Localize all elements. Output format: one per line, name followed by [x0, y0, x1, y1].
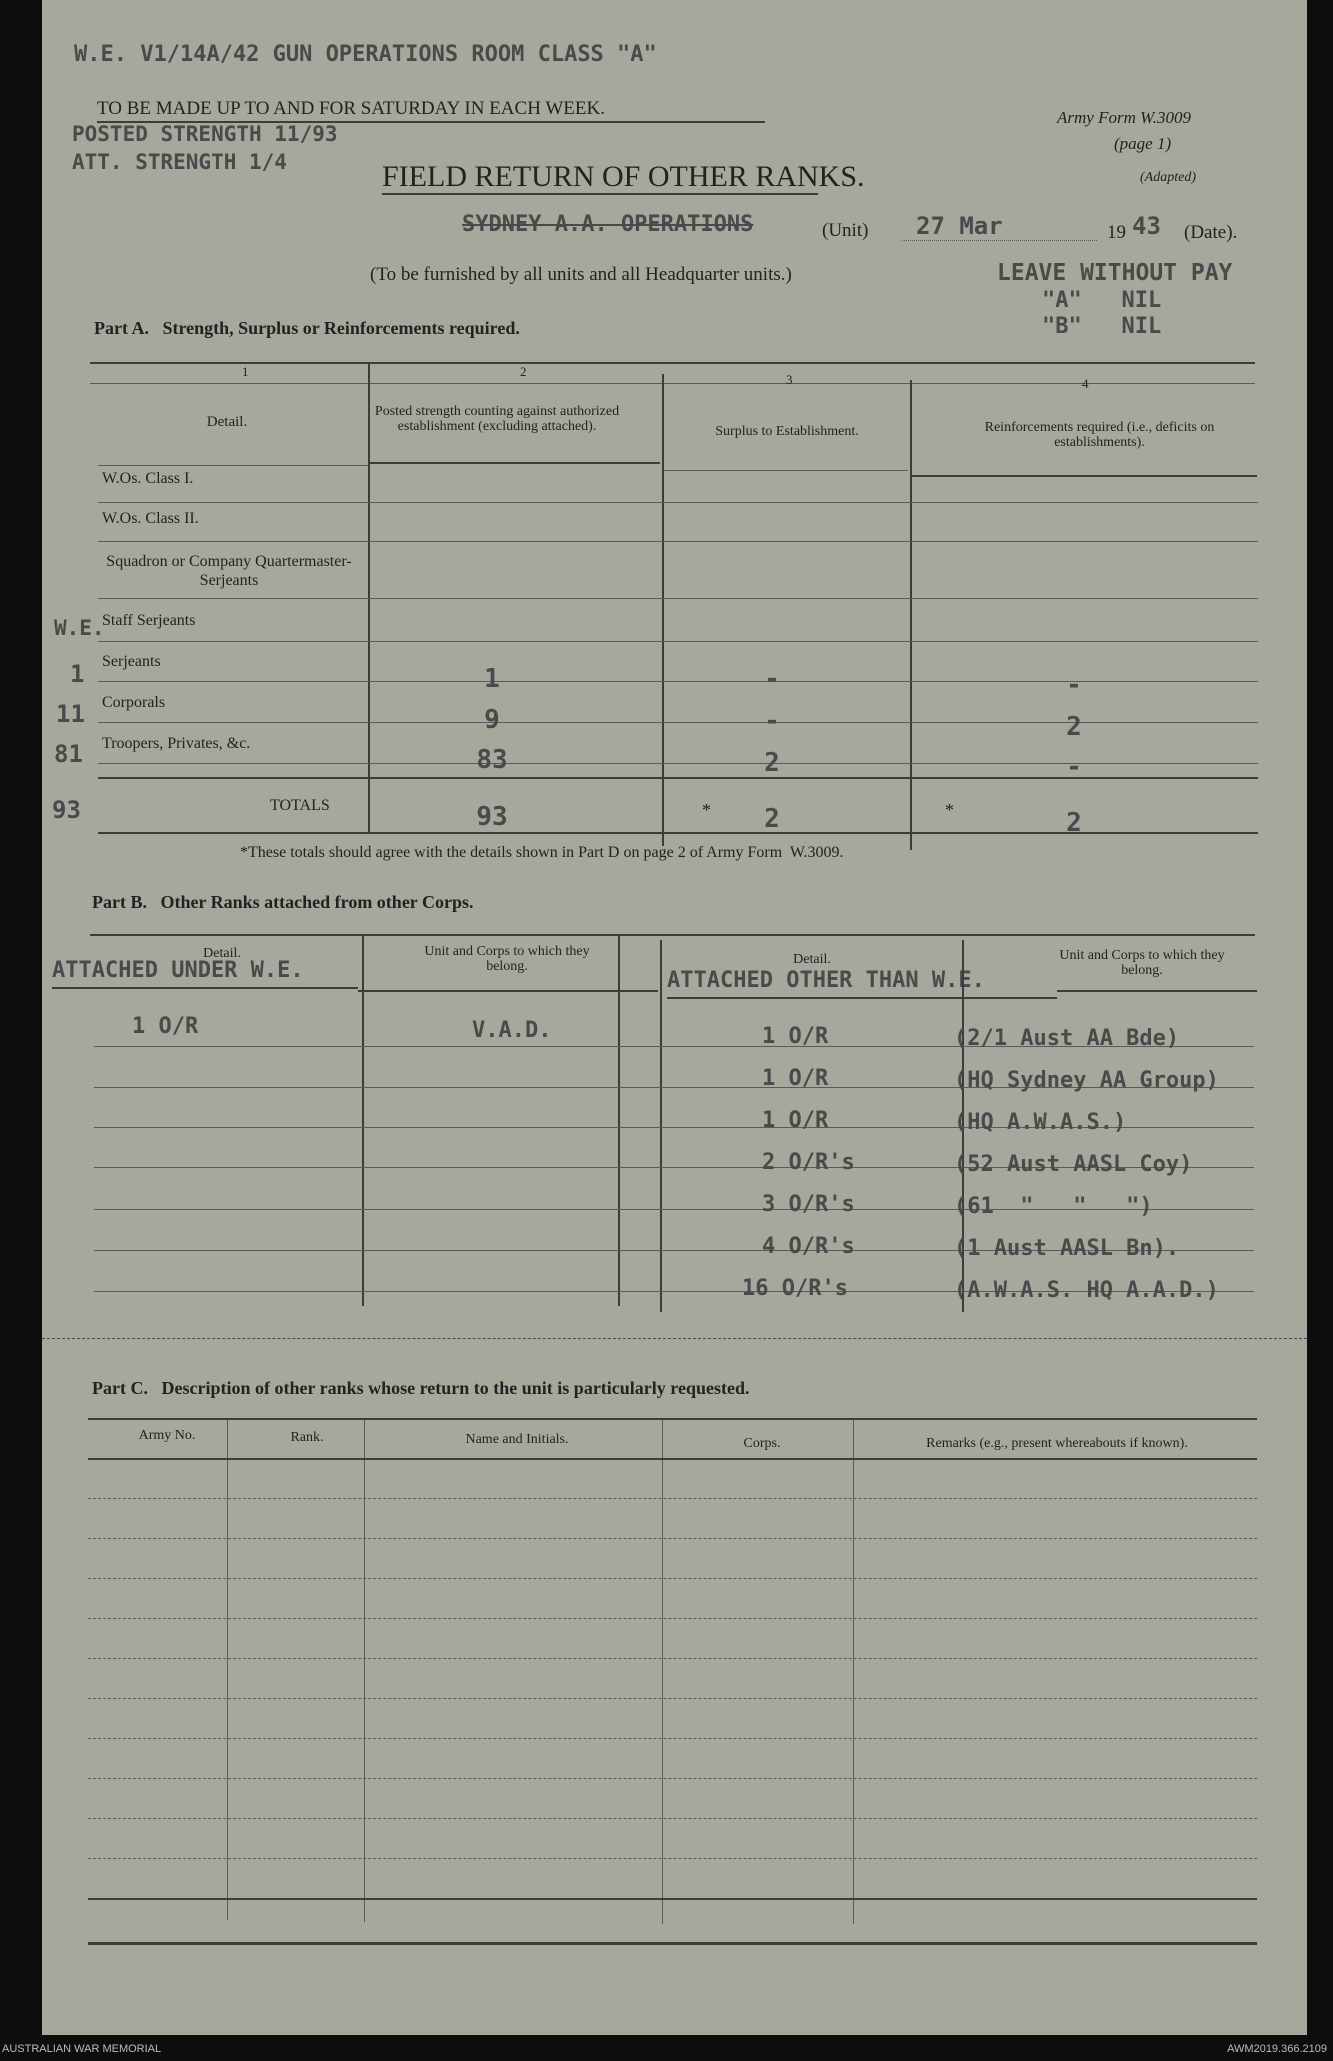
posted-header-rule	[370, 462, 660, 464]
right-attached-unit: (HQ A.W.A.S.)	[954, 1110, 1127, 1135]
part-c-header-corps: Corps.	[743, 1436, 781, 1451]
row-rule	[98, 541, 1258, 542]
part-a-heading: Part A. Strength, Surplus or Reinforcements required.	[94, 318, 520, 338]
form-page: (page 1)	[1114, 134, 1172, 153]
right-attached-unit: (52 Aust AASL Coy)	[954, 1152, 1193, 1177]
right-attached-detail: 1 O/R	[762, 1066, 829, 1091]
row-detail-troopers: Troopers, Privates, &c.	[102, 735, 251, 752]
col-header-reinf: Reinforcements required (i.e., deficits on establishments).	[984, 420, 1215, 450]
att-strength: ATT. STRENGTH 1/4	[72, 150, 287, 174]
right-attached-unit: (2/1 Aust AA Bde)	[954, 1026, 1180, 1051]
part-c-header-rank: Rank.	[290, 1430, 324, 1445]
row-detail-cqms: Squadron or Company Quartermaster-Serjeants	[106, 553, 352, 589]
part-c-vline-4	[853, 1420, 854, 1924]
row-rule	[98, 641, 1258, 642]
surplus-total: 2	[764, 804, 780, 834]
part-c-row-rule	[88, 1738, 1257, 1739]
part-c-bottom-rule	[88, 1942, 1257, 1945]
row-rule	[98, 598, 1258, 599]
posted-total: 93	[476, 802, 508, 832]
col-number-2: 2	[520, 364, 527, 379]
attached-under-we-title: ATTACHED UNDER W.E.	[52, 958, 304, 983]
part-c-vline-2	[364, 1420, 365, 1922]
part-c-row-rule	[88, 1578, 1257, 1579]
year-prefix: 19	[1107, 222, 1126, 243]
attached-other-underline	[667, 997, 1057, 999]
col-header-posted: Posted strength counting against authorized establishment (excluding attached).	[374, 404, 620, 434]
form-sheet	[42, 0, 1307, 2035]
part-b-vline-3	[660, 940, 662, 1312]
surplus-serjeants: -	[764, 664, 780, 694]
tear-line	[42, 1338, 1307, 1339]
part-a-vline-2	[662, 374, 664, 846]
part-b-top-rule	[90, 934, 1255, 936]
we-column-label: W.E.	[54, 616, 105, 640]
title-underline	[382, 193, 818, 195]
reinf-serjeants: -	[1066, 670, 1082, 700]
footer-accession: AWM2019.366.2109	[1227, 2043, 1327, 2055]
col-number-3: 3	[786, 372, 793, 387]
right-attached-detail: 2 O/R's	[762, 1150, 855, 1175]
posted-strength: POSTED STRENGTH 11/93	[72, 122, 338, 146]
part-c-header-army-no: Army No.	[138, 1428, 196, 1443]
attached-under-we-underline	[52, 987, 358, 989]
reinf-total: 2	[1066, 808, 1082, 838]
right-attached-detail: 3 O/R's	[762, 1192, 855, 1217]
unit-value: SYDNEY A.A. OPERATIONS	[462, 212, 754, 237]
right-attached-detail: 4 O/R's	[762, 1234, 855, 1259]
row-detail-wo1: W.Os. Class I.	[102, 470, 194, 487]
col-number-1: 1	[242, 364, 249, 379]
part-c-row-rule	[88, 1658, 1257, 1659]
surplus-troopers: 2	[764, 748, 780, 778]
part-b-header-rule-right	[1057, 990, 1257, 992]
part-b-header-detail-left: Detail.	[203, 946, 241, 961]
right-attached-unit: (61 " " ")	[954, 1194, 1153, 1219]
reinf-total-star: *	[945, 800, 954, 820]
row-detail-serjeants: Serjeants	[102, 653, 161, 670]
part-c-row-rule	[88, 1538, 1257, 1539]
reinf-corporals: 2	[1066, 712, 1082, 742]
part-b-heading: Part B. Other Ranks attached from other Corps.	[92, 892, 474, 912]
leave-b: "B" NIL	[1042, 314, 1162, 339]
part-c-top-rule	[88, 1418, 1257, 1420]
we-total: 93	[52, 796, 81, 824]
posted-corporals: 9	[484, 705, 500, 735]
part-c-row-rule	[88, 1698, 1257, 1699]
leave-a: "A" NIL	[1042, 288, 1162, 313]
attached-other-title: ATTACHED OTHER THAN W.E.	[667, 968, 985, 993]
part-c-row-rule	[88, 1498, 1257, 1499]
part-c-heading: Part C. Description of other ranks whose return to the unit is particularly requested.	[92, 1378, 750, 1398]
year-value: 43	[1132, 212, 1161, 240]
we-reference: W.E. V1/14A/42 GUN OPERATIONS ROOM CLASS "A"	[74, 42, 657, 67]
part-a-number-rule	[90, 383, 1255, 384]
part-c-vline-3	[662, 1420, 663, 1924]
part-c-row-rule	[88, 1818, 1257, 1819]
col-number-4: 4	[1082, 376, 1089, 391]
part-a-footnote: *These totals should agree with the details shown in Part D on page 2 of Army Form W.3009.	[240, 844, 844, 861]
part-b-header-detail-right: Detail.	[793, 952, 831, 967]
footer-institution: AUSTRALIAN WAR MEMORIAL	[2, 2043, 162, 2055]
row-rule	[98, 465, 368, 466]
col-header-surplus: Surplus to Establishment.	[715, 424, 859, 439]
part-a-vline-3	[910, 380, 912, 850]
part-b-header-rule-left	[358, 990, 658, 992]
furnished-note: (To be furnished by all units and all Headquarter units.)	[370, 264, 792, 285]
part-c-row-rule	[88, 1778, 1257, 1779]
left-attached-unit: V.A.D.	[472, 1018, 552, 1043]
posted-serjeants: 1	[484, 664, 500, 694]
part-a-vline-1	[368, 362, 370, 832]
we-corporals: 11	[56, 700, 85, 728]
date-label: (Date).	[1184, 222, 1238, 243]
reinf-header-rule	[912, 475, 1257, 477]
instruction-text: TO BE MADE UP TO AND FOR SATURDAY IN EACH WEEK.	[97, 98, 605, 119]
right-attached-detail: 1 O/R	[762, 1108, 829, 1133]
totals-label: TOTALS	[270, 797, 330, 814]
posted-troopers: 83	[476, 745, 508, 775]
right-attached-detail: 16 O/R's	[742, 1276, 848, 1301]
right-attached-unit: (A.W.A.S. HQ A.A.D.)	[954, 1278, 1219, 1303]
we-troopers: 81	[54, 740, 83, 768]
part-c-header-name: Name and Initials.	[465, 1432, 569, 1447]
right-attached-unit: (HQ Sydney AA Group)	[954, 1068, 1219, 1093]
part-b-header-unit-left: Unit and Corps to which they belong.	[424, 944, 590, 974]
left-attached-detail: 1 O/R	[132, 1014, 199, 1039]
reinf-troopers: -	[1066, 752, 1082, 782]
part-a-top-rule	[90, 362, 1255, 364]
part-c-row-rule	[88, 1858, 1257, 1859]
surplus-corporals: -	[764, 706, 780, 736]
form-name: Army Form W.3009	[1057, 108, 1191, 127]
right-attached-detail: 1 O/R	[762, 1024, 829, 1049]
leave-without-pay: LEAVE WITHOUT PAY	[997, 260, 1233, 286]
part-c-row-rule	[88, 1618, 1257, 1619]
row-detail-wo2: W.Os. Class II.	[102, 510, 199, 527]
form-title: FIELD RETURN OF OTHER RANKS.	[382, 160, 865, 193]
surplus-total-star: *	[702, 800, 711, 820]
surplus-header-rule	[664, 470, 908, 471]
part-c-vline-1	[227, 1420, 228, 1920]
unit-label: (Unit)	[822, 220, 869, 241]
right-attached-unit: (1 Aust AASL Bn).	[954, 1236, 1180, 1261]
part-c-close-rule	[88, 1898, 1257, 1900]
part-c-header-rule	[88, 1458, 1257, 1460]
form-adapted: (Adapted)	[1140, 170, 1196, 185]
row-rule	[98, 502, 1258, 503]
part-b-header-unit-right: Unit and Corps to which they belong.	[1059, 948, 1225, 978]
row-detail-staff-sjt: Staff Serjeants	[102, 612, 196, 629]
date-value: 27 Mar	[916, 212, 1003, 240]
date-dotline	[902, 240, 1097, 241]
row-detail-corporals: Corporals	[102, 694, 166, 711]
we-serjeants: 1	[70, 660, 85, 688]
part-c-header-remarks: Remarks (e.g., present whereabouts if known).	[926, 1436, 1188, 1451]
col-header-detail: Detail.	[206, 414, 248, 430]
